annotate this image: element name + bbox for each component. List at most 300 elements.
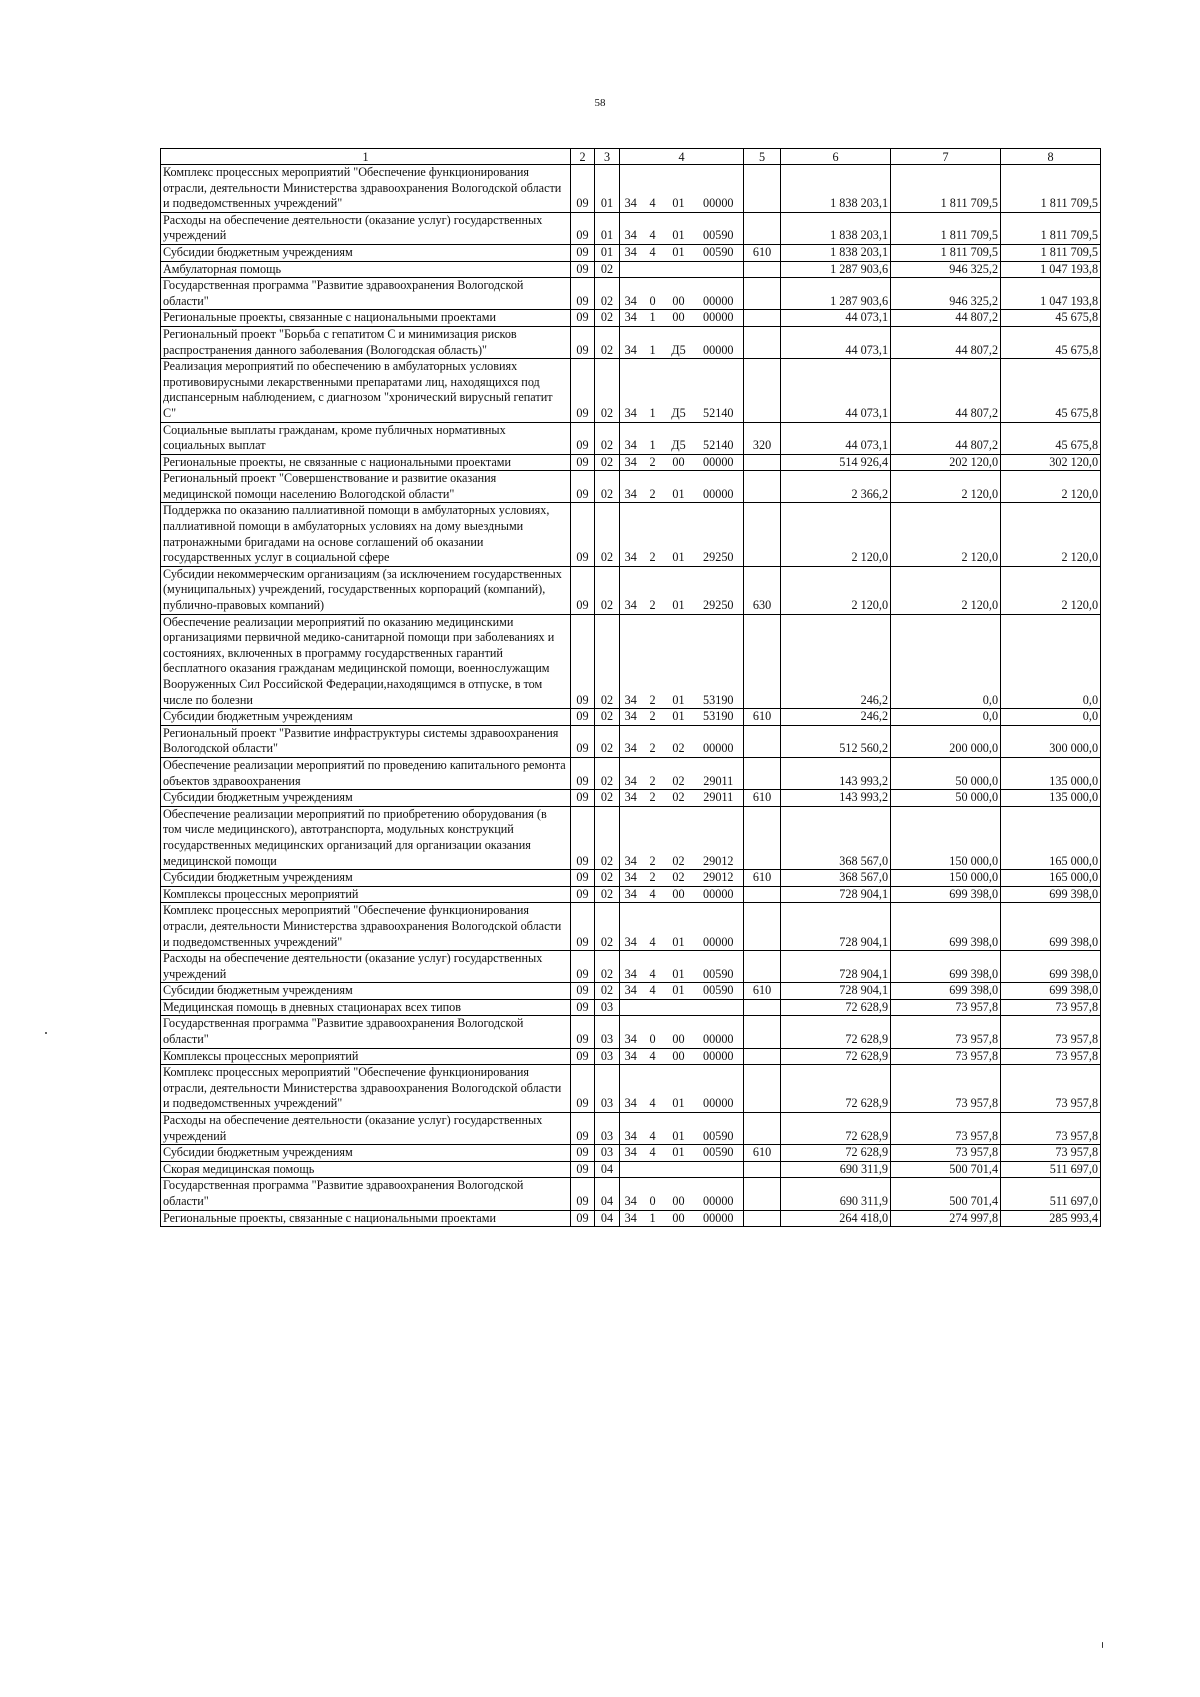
row-expense-type [744,212,781,244]
row-section: 09 [571,1065,595,1113]
row-expense-type: 610 [744,870,781,887]
row-program-element: 01 [664,566,694,614]
row-section: 09 [571,310,595,327]
row-name: Обеспечение реализации мероприятий по оказанию медицинскими организациями первичной медико-санитарной помощи при заболеваниях и состояниях, включенных в программу государственных гарантий бесплатного оказания гражданам медицинской помощи, военнослужащим Вооруженных Сил Российской Федерации,находящимся в отпуске, в том числе по болезни [161,614,571,709]
row-amount-year-2: 73 957,8 [891,1048,1001,1065]
row-expense-direction: 00000 [694,1016,744,1048]
row-program-element: Д5 [664,326,694,358]
table-row [161,278,1101,310]
row-expense-direction: 29012 [694,806,744,869]
row-section: 09 [571,983,595,1000]
row-program-type: 4 [642,1145,664,1162]
table-header-row [161,149,1101,165]
row-amount-year-3: 1 047 193,8 [1001,261,1101,278]
row-amount-year-2: 274 997,8 [891,1210,1001,1227]
row-expense-direction: 00000 [694,886,744,903]
row-expense-direction: 00000 [694,310,744,327]
row-amount-year-2: 500 701,4 [891,1178,1001,1210]
row-expense-type [744,278,781,310]
row-expense-direction: 00590 [694,212,744,244]
row-subsection: 02 [595,790,620,807]
row-amount-year-3: 302 120,0 [1001,454,1101,471]
row-subsection: 03 [595,1016,620,1048]
row-amount-year-3: 300 000,0 [1001,725,1101,757]
row-amount-year-3: 0,0 [1001,709,1101,726]
row-program-element: 01 [664,503,694,566]
row-section: 09 [571,471,595,503]
row-expense-direction: 29250 [694,566,744,614]
row-section: 09 [571,1048,595,1065]
row-subsection: 02 [595,471,620,503]
row-amount-year-2: 44 807,2 [891,326,1001,358]
row-program: 34 [620,566,642,614]
row-amount-year-1: 728 904,1 [781,886,891,903]
row-amount-year-1: 728 904,1 [781,903,891,951]
row-amount-year-1: 44 073,1 [781,422,891,454]
row-name: Субсидии бюджетным учреждениям [161,709,571,726]
row-amount-year-1: 1 838 203,1 [781,212,891,244]
row-expense-type: 610 [744,983,781,1000]
row-program: 34 [620,454,642,471]
budget-table [160,148,1101,1227]
row-expense-type [744,886,781,903]
row-expense-direction: 00000 [694,278,744,310]
row-expense-type [744,1178,781,1210]
row-expense-type [744,903,781,951]
row-subsection: 01 [595,244,620,261]
row-program: 34 [620,1065,642,1113]
row-program-element: 01 [664,903,694,951]
row-expense-type: 610 [744,790,781,807]
row-program-element [664,999,694,1016]
row-program-type: 2 [642,614,664,709]
row-section: 09 [571,806,595,869]
row-subsection: 03 [595,1113,620,1145]
row-program: 34 [620,165,642,213]
row-name: Региональные проекты, связанные с национальными проектами [161,310,571,327]
row-program-element: 01 [664,1065,694,1113]
row-subsection: 02 [595,951,620,983]
row-expense-type [744,359,781,422]
row-program: 34 [620,1145,642,1162]
row-section: 09 [571,1113,595,1145]
scan-speck [1102,1642,1103,1648]
row-amount-year-3: 135 000,0 [1001,790,1101,807]
table-row [161,790,1101,807]
table-row [161,422,1101,454]
table-row [161,870,1101,887]
row-program-type: 0 [642,1016,664,1048]
table-row [161,886,1101,903]
row-section: 09 [571,359,595,422]
row-expense-type [744,471,781,503]
row-subsection: 01 [595,165,620,213]
row-expense-direction: 00000 [694,1065,744,1113]
row-subsection: 02 [595,566,620,614]
row-amount-year-3: 699 398,0 [1001,951,1101,983]
row-amount-year-3: 73 957,8 [1001,999,1101,1016]
row-program-type: 4 [642,951,664,983]
row-subsection: 02 [595,261,620,278]
row-amount-year-2: 44 807,2 [891,310,1001,327]
row-subsection: 03 [595,1048,620,1065]
row-expense-direction: 00590 [694,1145,744,1162]
row-program [620,999,642,1016]
row-program: 34 [620,1113,642,1145]
row-amount-year-1: 44 073,1 [781,326,891,358]
row-program: 34 [620,310,642,327]
row-subsection: 02 [595,326,620,358]
header-col-3: 3 [595,149,620,165]
row-program-type: 2 [642,806,664,869]
row-program: 34 [620,326,642,358]
row-amount-year-2: 946 325,2 [891,278,1001,310]
row-expense-direction: 00000 [694,471,744,503]
row-section: 09 [571,1016,595,1048]
row-name: Региональный проект "Борьба с гепатитом С и минимизация рисков распространения данного заболевания (Вологодская область)" [161,326,571,358]
row-program: 34 [620,903,642,951]
row-subsection: 02 [595,310,620,327]
row-amount-year-2: 699 398,0 [891,951,1001,983]
row-amount-year-1: 690 311,9 [781,1178,891,1210]
row-amount-year-3: 699 398,0 [1001,903,1101,951]
row-name: Субсидии бюджетным учреждениям [161,790,571,807]
row-program-element: 01 [664,165,694,213]
row-amount-year-3: 699 398,0 [1001,983,1101,1000]
row-section: 09 [571,566,595,614]
row-section: 09 [571,951,595,983]
row-amount-year-3: 45 675,8 [1001,359,1101,422]
row-program: 34 [620,422,642,454]
row-amount-year-3: 73 957,8 [1001,1048,1101,1065]
row-amount-year-3: 45 675,8 [1001,326,1101,358]
row-amount-year-1: 690 311,9 [781,1161,891,1178]
row-amount-year-1: 72 628,9 [781,999,891,1016]
row-program-element: 01 [664,212,694,244]
row-program-type: 2 [642,757,664,789]
row-subsection: 02 [595,454,620,471]
row-program: 34 [620,503,642,566]
row-amount-year-1: 246,2 [781,709,891,726]
row-program: 34 [620,725,642,757]
row-expense-type: 630 [744,566,781,614]
row-name: Комплекс процессных мероприятий "Обеспечение функционирования отрасли, деятельности Министерства здравоохранения Вологодской области и подведомственных учреждений" [161,1065,571,1113]
table-row [161,1065,1101,1113]
row-amount-year-1: 368 567,0 [781,870,891,887]
row-program-type: 1 [642,310,664,327]
row-name: Поддержка по оказанию паллиативной помощи в амбулаторных условиях, паллиативной помощи в амбулаторных условиях на дому выездными патронажными бригадами на основе соглашений об оказании государственных услуг в социальной сфере [161,503,571,566]
row-program-type: 4 [642,1065,664,1113]
row-expense-direction: 00590 [694,951,744,983]
row-program-type: 0 [642,1178,664,1210]
row-expense-type [744,261,781,278]
row-name: Социальные выплаты гражданам, кроме публичных нормативных социальных выплат [161,422,571,454]
row-program: 34 [620,983,642,1000]
row-amount-year-2: 1 811 709,5 [891,165,1001,213]
row-program-element: 01 [664,1113,694,1145]
row-amount-year-3: 73 957,8 [1001,1145,1101,1162]
row-amount-year-3: 511 697,0 [1001,1161,1101,1178]
row-section: 09 [571,244,595,261]
row-amount-year-1: 512 560,2 [781,725,891,757]
row-program-element: 01 [664,614,694,709]
row-amount-year-3: 165 000,0 [1001,806,1101,869]
row-amount-year-2: 1 811 709,5 [891,244,1001,261]
row-section: 09 [571,503,595,566]
row-program-element: 01 [664,1145,694,1162]
row-amount-year-2: 2 120,0 [891,503,1001,566]
row-program-element: 00 [664,1048,694,1065]
table-row [161,983,1101,1000]
row-section: 09 [571,725,595,757]
row-program-type: 2 [642,725,664,757]
row-program-type: 2 [642,870,664,887]
row-program-element: 00 [664,310,694,327]
row-expense-direction: 00000 [694,326,744,358]
row-name: Субсидии бюджетным учреждениям [161,870,571,887]
row-expense-direction: 29012 [694,870,744,887]
row-amount-year-1: 143 993,2 [781,790,891,807]
row-subsection: 04 [595,1210,620,1227]
row-program: 34 [620,870,642,887]
row-expense-direction: 00000 [694,725,744,757]
row-expense-type [744,614,781,709]
table-row [161,1145,1101,1162]
row-name: Государственная программа "Развитие здравоохранения Вологодской области" [161,1016,571,1048]
row-amount-year-1: 728 904,1 [781,983,891,1000]
row-expense-direction: 52140 [694,359,744,422]
row-amount-year-2: 73 957,8 [891,1113,1001,1145]
row-program: 34 [620,614,642,709]
row-program-element: 01 [664,983,694,1000]
row-amount-year-1: 1 838 203,1 [781,244,891,261]
row-program: 34 [620,709,642,726]
row-name: Расходы на обеспечение деятельности (оказание услуг) государственных учреждений [161,951,571,983]
row-program: 34 [620,757,642,789]
row-name: Субсидии бюджетным учреждениям [161,983,571,1000]
row-subsection: 02 [595,903,620,951]
row-expense-direction: 00000 [694,1210,744,1227]
row-amount-year-1: 246,2 [781,614,891,709]
row-section: 09 [571,757,595,789]
row-program-type: 2 [642,566,664,614]
row-program-element: 01 [664,709,694,726]
row-expense-type [744,454,781,471]
header-col-1: 1 [161,149,571,165]
table-row [161,1210,1101,1227]
row-amount-year-2: 73 957,8 [891,1016,1001,1048]
row-name: Комплекс процессных мероприятий "Обеспечение функционирования отрасли, деятельности Министерства здравоохранения Вологодской области и подведомственных учреждений" [161,165,571,213]
row-expense-type [744,999,781,1016]
row-expense-type [744,310,781,327]
row-amount-year-3: 699 398,0 [1001,886,1101,903]
row-name: Региональный проект "Совершенствование и развитие оказания медицинской помощи населению Вологодской области" [161,471,571,503]
table-row [161,454,1101,471]
table-row [161,951,1101,983]
row-expense-type: 610 [744,709,781,726]
table-row [161,999,1101,1016]
header-col-2: 2 [571,149,595,165]
row-program: 34 [620,1210,642,1227]
row-expense-type [744,1048,781,1065]
table-row [161,1048,1101,1065]
row-expense-direction: 00000 [694,903,744,951]
row-expense-type: 610 [744,244,781,261]
row-amount-year-3: 285 993,4 [1001,1210,1101,1227]
row-amount-year-2: 699 398,0 [891,983,1001,1000]
row-amount-year-1: 368 567,0 [781,806,891,869]
row-expense-type: 610 [744,1145,781,1162]
row-subsection: 02 [595,614,620,709]
row-name: Государственная программа "Развитие здравоохранения Вологодской области" [161,1178,571,1210]
row-section: 09 [571,261,595,278]
row-expense-direction [694,999,744,1016]
row-program: 34 [620,790,642,807]
row-amount-year-3: 511 697,0 [1001,1178,1101,1210]
row-subsection: 02 [595,886,620,903]
row-name: Субсидии некоммерческим организациям (за исключением государственных (муниципальных) учреждений, государственных корпораций (компаний), публично-правовых компаний) [161,566,571,614]
row-section: 09 [571,614,595,709]
row-amount-year-2: 0,0 [891,614,1001,709]
row-name: Реализация мероприятий по обеспечению в амбулаторных условиях противовирусными лекарственными препаратами лиц, находящихся под диспансерным наблюдением, с диагнозом "хронический вирусный гепатит С" [161,359,571,422]
row-subsection: 04 [595,1161,620,1178]
row-amount-year-1: 72 628,9 [781,1016,891,1048]
row-amount-year-2: 73 957,8 [891,999,1001,1016]
row-subsection: 03 [595,999,620,1016]
row-name: Обеспечение реализации мероприятий по проведению капитального ремонта объектов здравоохранения [161,757,571,789]
row-expense-type [744,326,781,358]
header-col-7: 7 [891,149,1001,165]
row-amount-year-3: 45 675,8 [1001,422,1101,454]
row-amount-year-3: 1 811 709,5 [1001,244,1101,261]
row-name: Комплексы процессных мероприятий [161,1048,571,1065]
row-amount-year-2: 500 701,4 [891,1161,1001,1178]
row-amount-year-2: 150 000,0 [891,806,1001,869]
row-expense-direction [694,1161,744,1178]
row-program-element: 02 [664,870,694,887]
row-amount-year-2: 0,0 [891,709,1001,726]
row-program-element: 00 [664,278,694,310]
row-section: 09 [571,422,595,454]
row-amount-year-2: 699 398,0 [891,903,1001,951]
row-program: 34 [620,886,642,903]
row-expense-type [744,757,781,789]
row-subsection: 03 [595,1145,620,1162]
row-program-element: 01 [664,471,694,503]
row-section: 09 [571,1161,595,1178]
row-amount-year-2: 50 000,0 [891,790,1001,807]
row-amount-year-2: 699 398,0 [891,886,1001,903]
row-program-type: 4 [642,165,664,213]
table-row [161,903,1101,951]
row-amount-year-2: 2 120,0 [891,566,1001,614]
row-amount-year-3: 73 957,8 [1001,1113,1101,1145]
row-program-type: 1 [642,1210,664,1227]
row-name: Комплекс процессных мероприятий "Обеспечение функционирования отрасли, деятельности Министерства здравоохранения Вологодской области и подведомственных учреждений" [161,903,571,951]
header-col-8: 8 [1001,149,1101,165]
row-amount-year-2: 946 325,2 [891,261,1001,278]
table-row [161,326,1101,358]
row-program-type: 1 [642,422,664,454]
row-name: Региональные проекты, не связанные с национальными проектами [161,454,571,471]
row-amount-year-3: 1 811 709,5 [1001,212,1101,244]
row-program-element: Д5 [664,422,694,454]
row-program: 34 [620,951,642,983]
row-program-type: 2 [642,503,664,566]
row-amount-year-1: 2 120,0 [781,503,891,566]
row-amount-year-3: 135 000,0 [1001,757,1101,789]
row-program [620,261,642,278]
row-amount-year-1: 1 287 903,6 [781,261,891,278]
row-section: 09 [571,1178,595,1210]
row-program-type: 4 [642,983,664,1000]
row-amount-year-1: 44 073,1 [781,310,891,327]
row-section: 09 [571,1210,595,1227]
row-program-type: 4 [642,1113,664,1145]
table-row [161,614,1101,709]
scan-speck [45,1032,47,1034]
row-subsection: 02 [595,870,620,887]
row-amount-year-1: 143 993,2 [781,757,891,789]
row-section: 09 [571,212,595,244]
row-section: 09 [571,1145,595,1162]
row-expense-direction [694,261,744,278]
row-expense-type [744,165,781,213]
row-expense-type [744,951,781,983]
table-row [161,261,1101,278]
row-program: 34 [620,806,642,869]
row-expense-type: 320 [744,422,781,454]
row-program-type: 4 [642,1048,664,1065]
row-amount-year-1: 514 926,4 [781,454,891,471]
row-amount-year-3: 73 957,8 [1001,1016,1101,1048]
row-program-type [642,1161,664,1178]
row-amount-year-3: 165 000,0 [1001,870,1101,887]
row-amount-year-2: 150 000,0 [891,870,1001,887]
row-amount-year-3: 2 120,0 [1001,566,1101,614]
row-program-type: 4 [642,212,664,244]
row-program-element [664,1161,694,1178]
row-name: Региональные проекты, связанные с национальными проектами [161,1210,571,1227]
row-expense-type [744,725,781,757]
table-body [161,165,1101,1227]
row-program-type: 4 [642,903,664,951]
row-amount-year-2: 1 811 709,5 [891,212,1001,244]
row-amount-year-3: 2 120,0 [1001,503,1101,566]
row-section: 09 [571,870,595,887]
row-program-element: 02 [664,725,694,757]
row-program: 34 [620,1048,642,1065]
row-expense-type [744,503,781,566]
row-amount-year-1: 2 366,2 [781,471,891,503]
row-subsection: 01 [595,212,620,244]
row-amount-year-1: 264 418,0 [781,1210,891,1227]
row-expense-type [744,1161,781,1178]
row-expense-type [744,1210,781,1227]
row-amount-year-2: 73 957,8 [891,1145,1001,1162]
row-program [620,1161,642,1178]
table-row [161,503,1101,566]
row-section: 09 [571,886,595,903]
page-number: 58 [594,97,606,109]
table-row [161,725,1101,757]
row-expense-direction: 29250 [694,503,744,566]
row-amount-year-1: 1 287 903,6 [781,278,891,310]
row-program-type: 1 [642,359,664,422]
row-expense-direction: 00000 [694,165,744,213]
row-subsection: 02 [595,359,620,422]
row-subsection: 02 [595,806,620,869]
